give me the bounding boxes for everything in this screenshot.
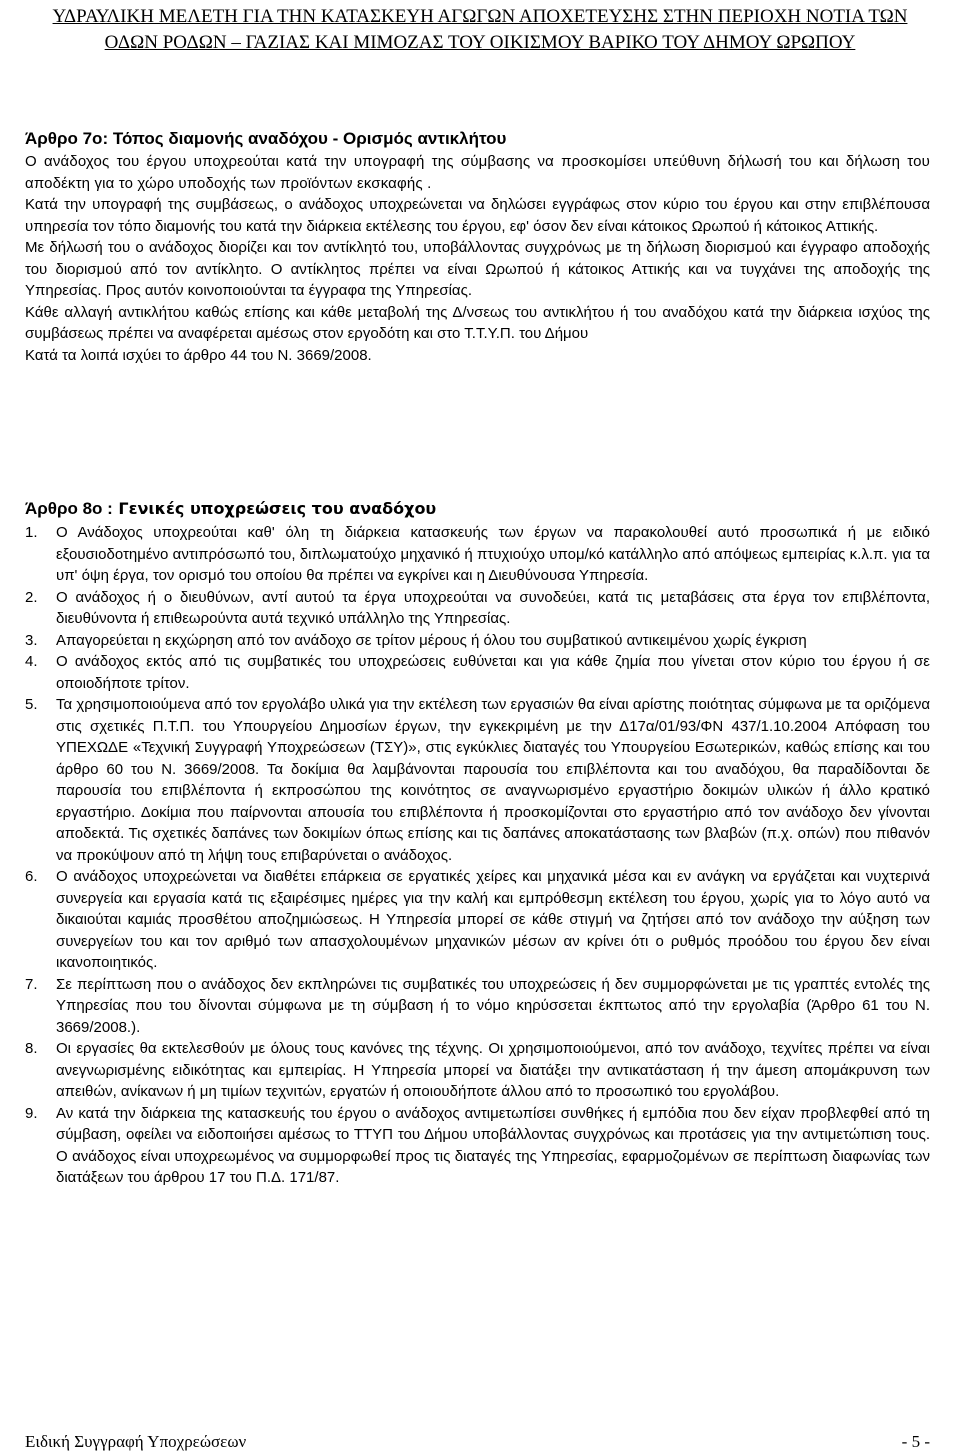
list-item <box>25 522 930 587</box>
list-item-text: Ο ανάδοχος ή ο διευθύνων, αντί αυτού τα έργα υποχρεούται να συνοδεύει, κατά τις μεταβάσεις στα έργα τον επιβλέποντα, διευθύνοντα ή επιθεωρούντα αυτά τεχνικό υπάλληλο της Υπηρεσίας. <box>56 588 930 627</box>
list-item-number: 3. <box>25 631 38 649</box>
list-item-number: 9. <box>25 1104 38 1122</box>
page-number: - 5 - <box>901 1432 930 1451</box>
list-item <box>25 1103 930 1189</box>
list-item-text: Ο ανάδοχος εκτός από τις συμβατικές του υποχρεώσεις ευθύνεται και για κάθε ζημία που γίνεται στον κύριο του έργου ή σε οποιοδήποτε τρίτον. <box>56 653 930 692</box>
list-item-text: Τα χρησιμοποιούμενα από τον εργολάβο υλικά για την εκτέλεση των εργασιών θα είναι αρίστης ποιότητας σύμφωνα με τα οριζόμενα στις σχετικές Π.Τ.Π. του Υπουργείου Δημοσίων έργων, την εγκεκριμένη με την Δ17α/01/93/ΦΝ 437/1.10.2004 Απόφαση του ΥΠΕΧΩΔΕ «Τεχνική Συγγραφή Υποχρεώσεων (ΤΣΥ)», στις εγκύκλιες διαταγές του Υπουργείου Εσωτερικών, καθώς επίσης και του άρθρο 60 του Ν. 3669/2008. Τα δοκίμια θα λαμβάνονται παρουσία του επιβλέποντα και του αναδόχου, θα παραδίδονται δε παρουσία του επιβλέποντα ή εκπροσώπου της κοινότητος σε αναγνωρισμένο εργαστήριο δοκιμών υλικών ή άλλο κρατικό εργαστήριο. Δοκίμια που παίρνονται απουσία του επιβλέποντα ή προσκομίζονται στο εργαστήριο από τον ανάδοχο δεν γίνονται αποδεκτά. Τις σχετικές δαπάνες των δοκιμίων όπως επίσης και τις δαπάνες αποκατάστασης των βλαβών (π.χ. οπών) που πιθανόν να προκύψουν από τη λήψη τους επιβαρύνεται ο ανάδοχος. <box>56 696 930 864</box>
list-item <box>25 630 930 652</box>
list-item-number: 7. <box>25 975 38 993</box>
list-item <box>25 866 930 974</box>
header-line-1: ΥΔΡΑΥΛΙΚΗ ΜΕΛΕΤΗ ΓΙΑ ΤΗΝ ΚΑΤΑΣΚΕΥΗ ΑΓΩΓΩΝ ΑΠΟΧΕΤΕΥΣΗΣ ΣΤΗΝ ΠΕΡΙΟΧΗ ΝΟΤΙΑ ΤΩΝ <box>52 6 908 27</box>
article-7 <box>25 128 930 366</box>
list-item-number: 6. <box>25 868 38 885</box>
footer-title: Ειδική Συγγραφή Υποχρεώσεων <box>25 1432 247 1451</box>
list-item-number: 4. <box>25 653 38 670</box>
list-item-text: Αν κατά την διάρκεια της κατασκευής του έργου ο ανάδοχος αντιμετωπίσει συνθήκες ή εμπόδια που δεν είχαν προβλεφθεί από τη σύμβαση, οφείλει να ειδοποιήσει αμέσως το ΤΤΥΠ του Δήμου υποβάλλοντας συγχρόνως και προτάσεις για την αντιμετώπιση τους. Ο ανάδοχος είναι υποχρεωμένος να συμμορφωθεί προς τις διαταγές της Υπηρεσίας, εφαρμοζομένων σε περίπτωση διαφωνίας των διατάξεων του άρθρου 17 του Π.Δ. 171/87. <box>56 1104 930 1186</box>
list-item-text: Απαγορεύεται η εκχώρηση από τον ανάδοχο σε τρίτον μέρους ή όλου του συμβατικού αντικειμένου χωρίς έγκριση <box>56 631 807 649</box>
list-item-text: Οι εργασίες θα εκτελεσθούν με όλους τους κανόνες της τέχνης. Οι χρησιμοποιούμενοι, από τον ανάδοχο, τεχνίτες πρέπει να είναι ανεγνωρισμένης ειδικότητας και εμπειρίας. Η Υπηρεσία μπορεί να διατάξει την αντικατάσταση ή την άμεση απομάκρυνση των απειθών, ανίκανων ή μη τιμίων τεχνιτών, εργατών ή οποιουδήποτε άλλου από το προσωπικό του εργολάβου. <box>56 1040 930 1100</box>
list-item <box>25 1038 930 1103</box>
document-footer <box>25 1432 930 1456</box>
list-item-text: Ο ανάδοχος υποχρεώνεται να διαθέτει επάρκεια σε εργατικές χείρες και μηχανικά μέσα και εν ανάγκη να εργάζεται και νυχτερινά συνεργεία και εργασία κατά τις εξαιρέσιμες ημέρες για την καλή και εμπρόθεσμη εκτέλεση του έργου, χωρίς για το λόγο αυτό να δικαιούται καμιάς προσθέτου αποζημιώσεως. Η Υπηρεσία μπορεί σε κάθε στιγμή να ζητήσει από τον ανάδοχο την αύξηση των συνεργείων του και τον αριθμό των απασχολουμένων μηχανικών μέσων αν κρίνει ότι ο ρυθμός προόδου του έργου δεν είναι ικανοποιητικός. <box>56 868 930 971</box>
list-item-number: 8. <box>25 1040 38 1057</box>
article-7-paragraph-5: Κατά τα λοιπά ισχύει το άρθρο 44 του Ν. 3669/2008. <box>25 346 372 364</box>
list-item-text: Σε περίπτωση που ο ανάδοχος δεν εκπληρώνει τις συμβατικές του υποχρεώσεις ή δεν συμμορφώνεται με τις γραπτές εντολές της Υπηρεσίας που του δίνονται σύμφωνα με τη σύμβαση ή το νόμο κηρύσσεται έκπτωτος από την εργολαβία (Άρθρο 61 του Ν. 3669/2008.). <box>56 975 930 1036</box>
list-item-number: 1. <box>25 524 38 541</box>
list-item-text: Ο Ανάδοχος υποχρεούται καθ' όλη τη διάρκεια κατασκευής των έργων να παρακολουθεί αυτό προσωπικά ή με ειδικό εξουσιοδοτημένο αντιπρόσωπό του, διπλωματούχο μηχανικό ή πτυχιούχο υπομ/κό κατάλληλο από απόψεως εμπειρίας κ.λ.π. για τα υπ' όψη έργα, τον ορισμό του οποίου θα πρέπει να εγκρίνει και η Διευθύνουσα Υπηρεσία. <box>56 524 930 584</box>
list-item <box>25 587 930 630</box>
list-item <box>25 974 930 1039</box>
article-7-title: Άρθρο 7ο: Τόπος διαμονής αναδόχου - Ορισμός αντικλήτου <box>25 129 507 148</box>
article-8-title-prefix: Άρθρο 8ο : <box>25 499 113 518</box>
article-8 <box>25 498 930 1189</box>
article-8-title <box>25 498 930 520</box>
article-7-paragraph-4: Κάθε αλλαγή αντικλήτου καθώς επίσης και κάθε μεταβολή της Δ/νσεως του αντικλήτου ή του αναδόχου κατά την διάρκεια ισχύος της συμβάσεως πρέπει να αναφέρεται αμέσως στον εργοδότη και στο Τ.Τ.Υ.Π. του Δήμου <box>25 303 930 342</box>
list-item <box>25 651 930 694</box>
article-8-title-text: Γενικές υποχρεώσεις του αναδόχου <box>112 499 437 518</box>
article-7-paragraph-1: Ο ανάδοχος του έργου υποχρεούται κατά την υπογραφή της σύμβασης να προσκομίσει υπεύθυνη δήλωσή του και δήλωση του αποδέκτη για το χώρο υποδοχής των προϊόντων εκσκαφής . <box>25 153 930 192</box>
article-7-paragraph-2: Κατά την υπογραφή της συμβάσεως, ο ανάδοχος υποχρεώνεται να δηλώσει εγγράφως στον κύριο του έργου και στην επιβλέπουσα υπηρεσία τον τόπο διαμονής του κατά την διάρκεια εκτέλεσης του έργου, εφ' όσον δεν είναι κάτοικος Ωρωπού ή κάτοικος Αττικής. <box>25 196 930 235</box>
document-header <box>0 4 960 56</box>
list-item <box>25 694 930 866</box>
header-line-2: ΟΔΩΝ ΡΟΔΩΝ – ΓΑΖΙΑΣ ΚΑΙ ΜΙΜΟΖΑΣ ΤΟΥ ΟΙΚΙΣΜΟΥ ΒΑΡΙΚΟ ΤΟΥ ΔΗΜΟΥ ΩΡΩΠΟΥ <box>104 32 856 53</box>
list-item-number: 2. <box>25 588 38 606</box>
list-item-number: 5. <box>25 696 38 713</box>
article-7-paragraph-3: Με δήλωσή του ο ανάδοχος διορίζει και τον αντίκλητό του, υποβάλλοντας συγχρόνως με τη δήλωση διορισμού και έγγραφο αποδοχής του διορισμού από τον αντίκλητο. Ο αντίκλητος πρέπει να είναι Ωρωπού ή κάτοικος Αττικής και να τυγχάνει της αποδοχής της Υπηρεσίας. Προς αυτόν κοινοποιούνται τα έγγραφα της Υπηρεσίας. <box>25 239 930 299</box>
obligations-list <box>25 522 930 1189</box>
